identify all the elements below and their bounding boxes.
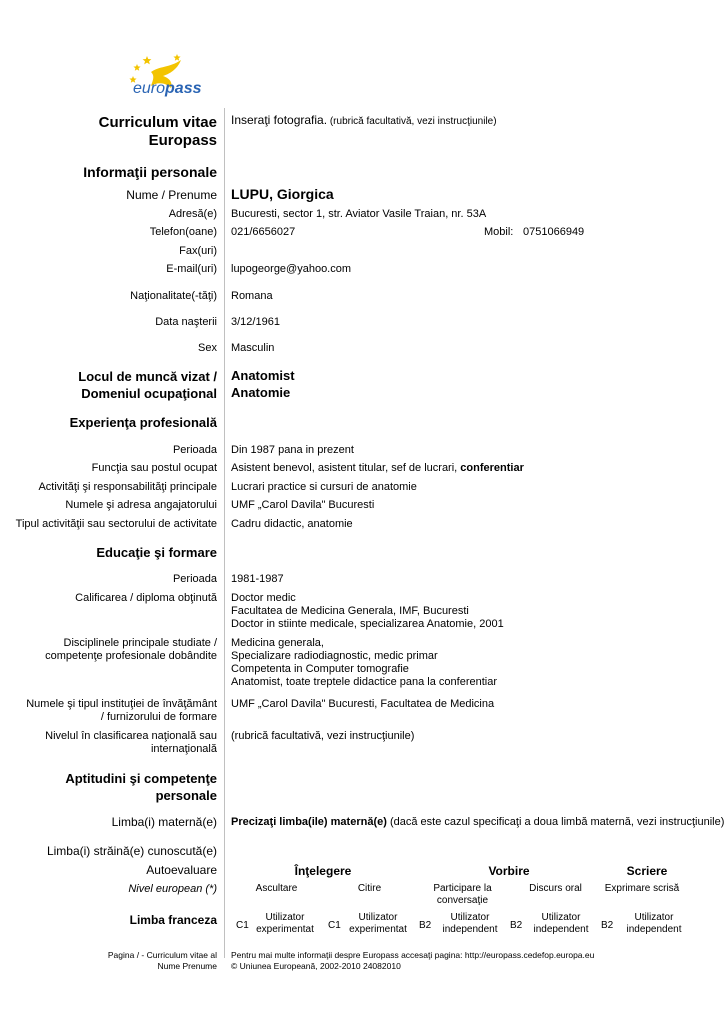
phone-value: 021/6656027 — [231, 226, 296, 238]
birthdate-value: 3/12/1961 — [231, 316, 280, 328]
edu-level-label-line1: Nivelul în clasificarea naţională sau — [45, 730, 217, 742]
fax-label: Fax(uri) — [179, 245, 217, 257]
exp-sector-value: Cadru didactic, anatomie — [231, 518, 353, 530]
edu-qualification-line: Doctor medic — [231, 592, 296, 604]
level-desc-line1: Utilizator — [358, 912, 398, 923]
exp-period-value: Din 1987 pana in prezent — [231, 444, 354, 456]
edu-level-label-line2: internaţională — [150, 743, 217, 755]
cv-title-line1: Curriculum vitae — [98, 114, 217, 131]
desired-job-value-line2: Anatomie — [231, 385, 291, 400]
edu-org-label-line1: Numele şi tipul instituţiei de învăţământ — [26, 698, 217, 710]
level-desc — [618, 912, 690, 936]
exp-function-bold: conferentiar — [460, 462, 524, 474]
edu-subjects-line: Anatomist, toate treptele didactice pana la conferentiar — [231, 676, 497, 688]
section-skills-line2: personale — [155, 788, 217, 803]
edu-level-value: (rubrică facultativă, vezi instrucţiunile) — [231, 730, 415, 742]
section-skills-line1: Aptitudini şi competenţe — [65, 771, 217, 786]
level-desc-line1: Utilizator — [634, 912, 674, 923]
edu-subjects-label-line2: competenţe profesionale dobândite — [45, 650, 217, 662]
level-desc-line2: independent — [442, 924, 498, 935]
edu-subjects-line: Competenta in Computer tomografie — [231, 663, 409, 675]
photo-note: (rubrică facultativă, vezi instrucţiunile) — [327, 116, 497, 127]
exp-function-text: Asistent benevol, asistent titular, sef de lucrari, — [231, 462, 461, 474]
level-desc-line1: Utilizator — [450, 912, 490, 923]
level-desc-line2: experimentat — [256, 924, 314, 935]
edu-qualification-line: Facultatea de Medicina Generala, IMF, Bucuresti — [231, 605, 469, 617]
edu-subjects-line: Specializare radiodiagnostic, medic primar — [231, 650, 438, 662]
edu-qualification-line: Doctor in stiinte medicale, specializarea Anatomie, 2001 — [231, 618, 504, 630]
phone-label: Telefon(oane) — [149, 226, 217, 238]
footer-left-line2: Nume Prenume — [157, 961, 217, 971]
photo-placeholder — [231, 114, 497, 128]
edu-subjects-line: Medicina generala, — [231, 637, 324, 649]
section-personal-info: Informaţii personale — [83, 164, 217, 180]
level-desc — [343, 912, 413, 936]
exp-activities-value: Lucrari practice si cursuri de anatomie — [231, 481, 417, 493]
name-label: Nume / Prenume — [126, 188, 217, 202]
self-assessment-label: Autoevaluare — [146, 863, 217, 877]
column-divider — [224, 108, 225, 958]
exp-function-label: Funcţia sau postul ocupat — [91, 462, 217, 474]
level-desc-line1: Utilizator — [265, 912, 305, 923]
exp-sector-label: Tipul activităţii sau sectorului de activitate — [15, 518, 217, 530]
edu-period-label: Perioada — [172, 573, 217, 585]
edu-qualification-label: Calificarea / diploma obţinută — [75, 592, 217, 604]
interaction-header-line2: conversaţie — [436, 895, 489, 906]
level-code: C1 — [236, 920, 249, 931]
address-value: Bucuresti, sector 1, str. Aviator Vasile Traian, nr. 53A — [231, 208, 487, 220]
email-value: lupogeorge@yahoo.com — [231, 263, 352, 275]
listening-header: Ascultare — [255, 883, 298, 894]
mobile-label: Mobil: — [484, 226, 514, 238]
level-code: B2 — [419, 920, 432, 931]
address-label: Adresă(e) — [168, 208, 217, 220]
mother-tongue-bold: Precizaţi limba(ile) maternă(e) — [231, 816, 387, 828]
european-level-label: Nivel european (*) — [128, 883, 217, 895]
name-value: LUPU, Giorgica — [231, 186, 334, 202]
desired-job-value-line1: Anatomist — [231, 368, 295, 383]
exp-employer-label: Numele şi adresa angajatorului — [65, 499, 217, 511]
level-desc-line2: experimentat — [349, 924, 407, 935]
production-header: Discurs oral — [529, 883, 582, 894]
nationality-label: Naţionalitate(-tăţi) — [130, 290, 217, 302]
exp-period-label: Perioada — [172, 444, 217, 456]
mother-tongue-note: (dacă este cazul specificaţi a doua limbă maternă, vezi instrucţiunile) — [386, 816, 724, 828]
level-desc — [434, 912, 506, 936]
exp-function-value — [231, 462, 524, 475]
mother-tongue-value — [231, 816, 724, 829]
level-desc — [250, 912, 320, 936]
desired-job-label-line2: Domeniul ocupaţional — [81, 386, 217, 401]
level-desc — [525, 912, 597, 936]
level-code: C1 — [328, 920, 341, 931]
nationality-value: Romana — [231, 290, 273, 302]
photo-main: Inseraţi fotografia. — [231, 113, 328, 127]
footer-right-line2: © Uniunea Europeană, 2002-2010 24082010 — [231, 961, 401, 971]
reading-header: Citire — [357, 883, 382, 894]
mobile-value: 0751066949 — [523, 226, 585, 238]
footer-left-line1: Pagina / - Curriculum vitae al — [107, 950, 217, 960]
sex-value: Masculin — [231, 342, 275, 354]
writing-header: Scriere — [626, 864, 668, 878]
level-code: B2 — [601, 920, 614, 931]
written-header: Exprimare scrisă — [604, 883, 680, 894]
mother-tongue-label: Limba(i) maternă(e) — [111, 815, 217, 829]
footer-right-line1: Pentru mai multe informaţii despre Europass accesaţi pagina: http://europass.cedefop.europa.eu — [231, 950, 595, 960]
level-desc-line2: independent — [533, 924, 589, 935]
section-work-experience: Experienţa profesională — [69, 415, 217, 430]
edu-subjects-label-line1: Disciplinele principale studiate / — [63, 637, 217, 649]
exp-activities-label: Activităţi şi responsabilităţi principale — [38, 481, 217, 493]
desired-job-label-line1: Locul de muncă vizat / — [78, 369, 217, 384]
sex-label: Sex — [198, 342, 217, 354]
level-desc-line2: independent — [626, 924, 682, 935]
edu-org-value: UMF „Carol Davila" Bucuresti, Facultatea de Medicina — [231, 698, 495, 710]
speaking-header: Vorbire — [488, 864, 530, 878]
logo-text-pass: pass — [165, 80, 202, 97]
cv-title-line2: Europass — [148, 132, 217, 149]
interaction-header-line1: Participare la — [433, 883, 492, 894]
email-label: E-mail(uri) — [166, 263, 217, 275]
language-name: Limba franceza — [129, 913, 217, 927]
foreign-languages-label: Limba(i) străină(e) cunoscută(e) — [46, 844, 217, 858]
level-desc-line1: Utilizator — [541, 912, 581, 923]
birthdate-label: Data naşterii — [155, 316, 217, 328]
exp-employer-value: UMF „Carol Davila" Bucuresti — [231, 499, 375, 511]
edu-org-label-line2: / furnizorului de formare — [100, 711, 217, 723]
logo-text-euro: euro — [133, 80, 166, 97]
understanding-header: Înţelegere — [294, 864, 352, 878]
level-code: B2 — [510, 920, 523, 931]
edu-period-value: 1981-1987 — [231, 573, 284, 585]
europass-logo — [125, 52, 210, 102]
section-education: Educaţie şi formare — [96, 545, 217, 560]
